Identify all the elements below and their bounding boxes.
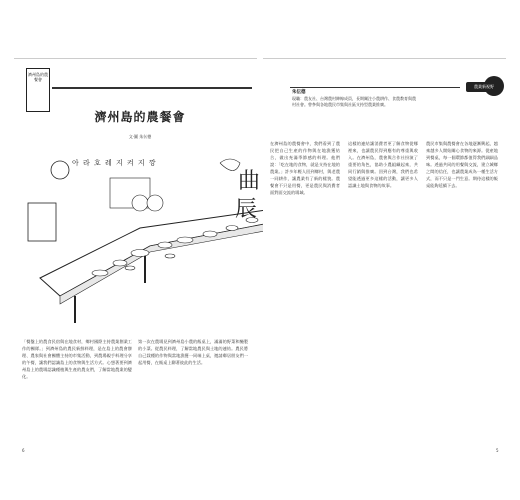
right-column-3 bbox=[426, 140, 498, 189]
svg-text:曲: 曲 bbox=[238, 169, 261, 194]
left-col2-text: 第一次在農場見到濟州島小農的飯桌上，滿滿的野菜和醃製的小菜。從農民料理，了解當地農民與土地的連結。農民將自己栽種的作物與當地漁獲一同端上桌，邀請鄰居朋友們一起用餐，在飯桌上聊著彼此的生活。 bbox=[138, 339, 248, 365]
magazine-stamp-logo: 濟州島的農餐會 bbox=[26, 68, 50, 112]
article-byline: 文‧圖 朱伝德 bbox=[128, 134, 152, 139]
author-bio: 現職：農友社、台灣農村陣線成員，長期關注小農耕作、食農教育與農村社會。曾參與各地農民市集與社區支持型農業推廣。 bbox=[292, 96, 416, 107]
left-column-2 bbox=[138, 338, 248, 366]
right-column-2 bbox=[348, 140, 418, 189]
left-column-1 bbox=[22, 338, 132, 380]
right-column-1 bbox=[270, 140, 340, 196]
right-col1-text: 在濟州島的農餐會中，我們看到了農民把自己生產的作物與在地漁獲結合，做出充滿季節感的料理。他們說：「吃在地的食物，就是支持在地的農業。」許多年輕人回到鄉村，與老農一同耕作，讓農業有了新的樣貌。農餐會不只是用餐，更是農民與消費者面對面交流的場域。 bbox=[270, 141, 340, 195]
right-col2-text: 這樣的連結讓消費者更了解食物從哪裡來，也讓農民得到應有的尊重與收入。在濟州島，農會與合作社扮演了重要的角色，協助小農組織起來，共同行銷與推廣。回到台灣，我們也希望能透過更多這樣的活動，讓更多人認識土地與食物的故事。 bbox=[348, 141, 418, 188]
title-rule bbox=[52, 87, 252, 89]
article-title: 濟州島的農餐會 bbox=[94, 110, 186, 124]
section-tag: 農業新視野 bbox=[466, 82, 502, 92]
svg-text:辰: 辰 bbox=[235, 197, 258, 222]
author-name: 朱伝德 bbox=[292, 90, 306, 95]
right-page bbox=[263, 58, 506, 451]
farm-table-illustration bbox=[20, 148, 290, 328]
left-col1-text: 「餐盤上的農食民宿與在地食材，鄉村國際主持農業創業工作的團隊。」到濟州島的農民新鮮料理，是在島上的農會辦理、農家與社會團體主持的市集活動，到農場親手料理分享的午餐，讓我們認識島上的食物與生活方式。心想著要到濟州島上的農場認識種植與生產的農友們，了解當地農業的變化。 bbox=[22, 339, 132, 379]
illustration-caption: 아 라 호 레 지 켜 지 깡 bbox=[72, 159, 157, 167]
right-col3-text: 農民市集與農餐會在各地逐漸興起，越來越多人開始關心食物的來源。從產地到餐桌，每一個環節都值得我們細細品味。透過共同的用餐與交流，建立城鄉之間的信任，也讓農業成為一種生活方式，而不只是一門生意。期待這樣的飯桌能夠延續下去。 bbox=[426, 141, 498, 188]
right-page-number: 5 bbox=[496, 448, 499, 453]
right-title-rule bbox=[290, 87, 460, 88]
left-page-number: 6 bbox=[22, 448, 25, 453]
